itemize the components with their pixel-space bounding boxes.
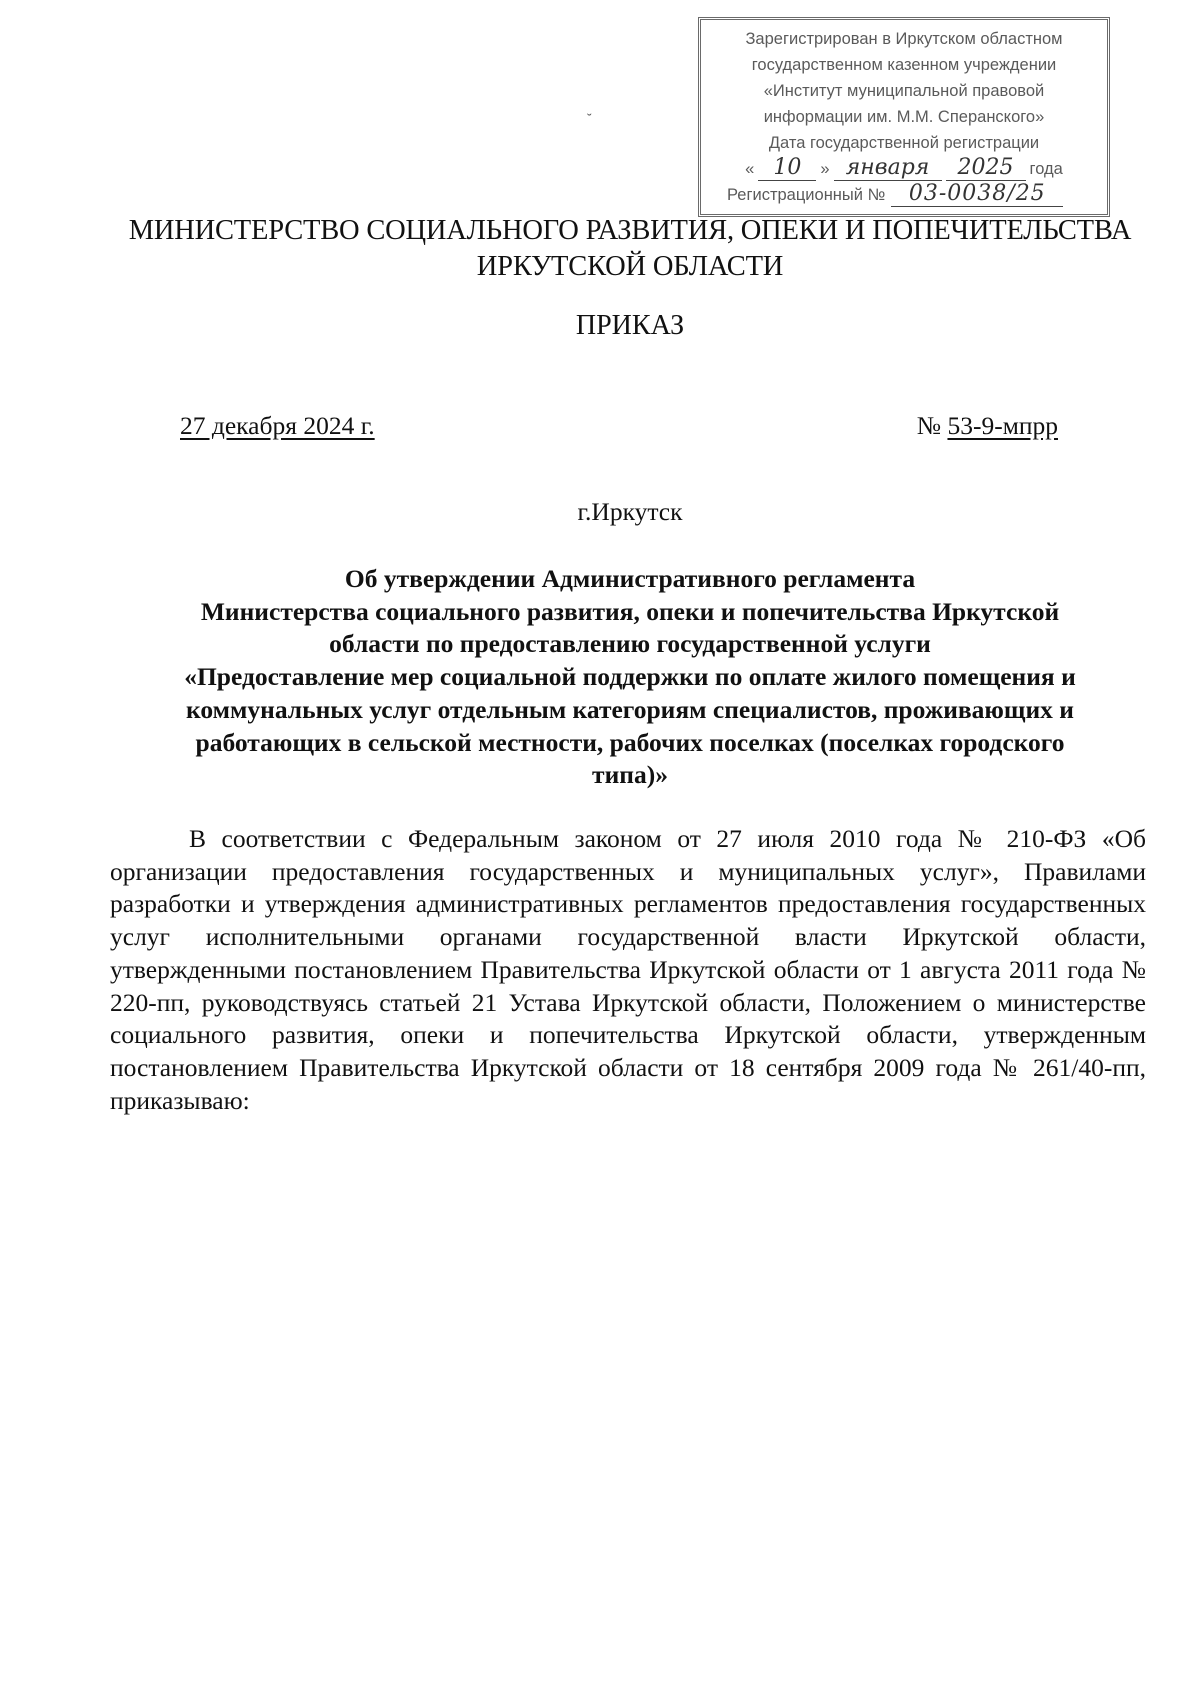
stamp-line-1: Зарегистрирован в Иркутском областном: [745, 30, 1063, 48]
subject-line-5: коммунальных услуг отдельным категориям специалистов, проживающих и: [186, 694, 1074, 724]
order-date: 27 декабря 2024 г.: [180, 411, 375, 440]
issue-city: г.Иркутск: [577, 497, 683, 526]
order-number: [917, 410, 1058, 442]
registration-stamp: [698, 17, 1110, 217]
subject-line-3: области по предоставлению государственной услуги: [329, 629, 931, 659]
stamp-date-open-quote: «: [745, 160, 755, 178]
document-type: ПРИКАЗ: [575, 310, 685, 341]
stamp-line-3: «Институт муниципальной правовой: [763, 82, 1045, 100]
order-number-prefix: №: [916, 411, 942, 440]
stamp-registration-number: [709, 182, 1099, 208]
subject-line-6: работающих в сельской местности, рабочих поселках (поселках городского: [195, 727, 1065, 757]
scan-mark-icon: ˘: [587, 112, 592, 127]
stamp-date-suffix: года: [1029, 160, 1063, 178]
ministry-name-line-2: ИРКУТСКОЙ ОБЛАСТИ: [476, 251, 784, 282]
order-number-value: 53-9-мпрр: [947, 411, 1058, 440]
stamp-line-2: государственном казенном учреждении: [751, 56, 1057, 74]
subject-line-4: «Предоставление мер социальной поддержки по оплате жилого помещения и: [184, 662, 1076, 692]
stamp-reg-label: Регистрационный №: [727, 186, 886, 204]
stamp-date-month: января: [834, 156, 942, 181]
subject-line-7: типа)»: [592, 760, 668, 790]
preamble-paragraph: В соответствии с Федеральным законом от 27 июля 2010 года № 210-ФЗ «Об организации предоставления государственных и муниципальных услуг», Правилами разработки и утверждения административных регламентов предоставления государственных услуг исполнительными органами государственной власти Иркутской области, утвержденными постановлением Правительства Иркутской области от 1 августа 2011 года № 220-пп, руководствуясь статьей 21 Устава Иркутской области, Положением о министерстве социального развития, опеки и попечительства Иркутской области, утвержденным постановлением Правительства Иркутской области от 18 сентября 2009 года № 261/40-пп, приказываю:: [110, 824, 1146, 1115]
stamp-line-4: информации им. М.М. Сперанского»: [763, 108, 1045, 126]
stamp-line-5: Дата государственной регистрации: [768, 134, 1040, 152]
subject-line-2: Министерства социального развития, опеки и попечительства Иркутской: [200, 596, 1060, 626]
subject-line-1: Об утверждении Административного регламента: [344, 564, 916, 593]
stamp-reg-number: 03-0038/25: [891, 182, 1063, 207]
stamp-date-year: 2025: [946, 156, 1026, 181]
stamp-date-day: 10: [758, 156, 816, 181]
document-subject: [135, 563, 1125, 792]
ministry-name: [100, 213, 1160, 285]
ministry-name-line-1: МИНИСТЕРСТВО СОЦИАЛЬНОГО РАЗВИТИЯ, ОПЕКИ И ПОПЕЧИТЕЛЬСТВА: [128, 215, 1132, 246]
stamp-registration-date: [709, 156, 1099, 182]
stamp-date-close-quote: »: [820, 160, 830, 178]
